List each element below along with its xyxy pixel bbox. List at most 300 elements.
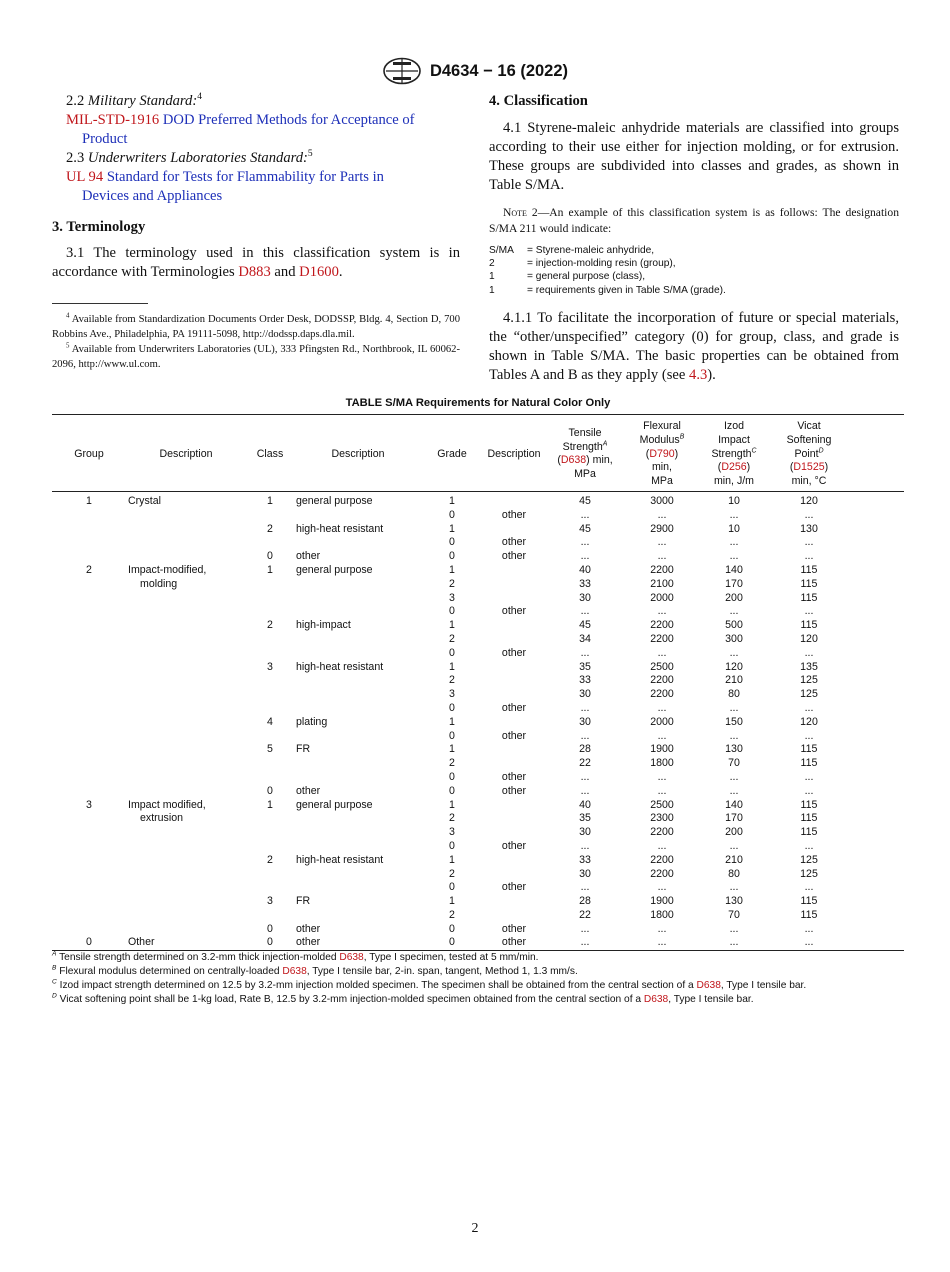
cell-class [246,881,294,895]
col-header-izod: Izod Impact Strength$^C$ (D256) min, J/m [711,420,757,488]
cell-flexural: ... [657,839,667,852]
cell-description-3 [482,812,546,826]
table-row [52,771,904,785]
cell-description-1 [126,909,246,923]
table-row [52,716,904,730]
cell-class [246,633,294,647]
cell-flexural: ... [657,881,667,894]
section-4-3-link[interactable]: 4.3 [689,366,708,383]
cell-spacer [850,757,904,771]
cell-tensile: 34 [579,632,591,645]
table-footnote-c: $^C$ Izod impact strength determined on 12.5 by 3.2-mm injection molded specimen. The specimen shall be obtained from the central section of a D638, Type I tensile bar. [52,978,807,991]
cell-description-2: general purpose [296,798,373,811]
d1600-link[interactable]: D1600 [299,264,339,280]
table-row [52,674,904,688]
cell-description-1 [126,840,246,854]
cell-izod: ... [729,936,739,949]
cell-description-1 [126,923,246,937]
table-row [52,564,904,578]
cell-description-2: other [296,922,321,935]
cell-izod: 10 [728,522,740,535]
cell-description-1: Impact-modified, [128,563,207,576]
cell-vicat: ... [804,922,814,935]
cell-spacer [850,647,904,661]
definition-item [489,284,899,297]
cell-description-3: other [501,922,527,935]
d256-header-link[interactable]: D256 [721,461,747,474]
cell-description-3: other [501,784,527,797]
section-4-heading: 4. Classification [489,93,588,109]
cell-grade: 2 [449,674,455,687]
cell-vicat: ... [804,729,814,742]
cell-description-2: FR [296,895,311,908]
cell-spacer [850,674,904,688]
cell-group: 3 [86,798,92,811]
definition-key: S/MA [489,245,514,256]
cell-vicat: ... [804,605,814,618]
cell-class: 0 [267,550,273,563]
cell-izod: 210 [725,674,743,687]
cell-description-2 [294,536,422,550]
cell-vicat: 115 [800,895,818,908]
cell-class [246,771,294,785]
cell-tensile: ... [580,729,590,742]
cell-class [246,688,294,702]
cell-tensile: ... [580,646,590,659]
cell-class: 1 [267,494,273,507]
cell-vicat: 115 [800,826,818,839]
cell-description-2: other [296,784,321,797]
cell-description-2: high-impact [296,619,351,632]
cell-description-1 [126,702,246,716]
cell-group: 2 [86,563,92,576]
cell-tensile: 40 [579,563,591,576]
ul-94-reference [52,168,460,206]
cell-flexural: 2000 [650,591,674,604]
cell-group [52,550,126,564]
cell-spacer [850,550,904,564]
cell-description-1 [126,771,246,785]
cell-description-3 [482,564,546,578]
col-header-description-1: Description [159,447,213,460]
cell-description-3 [482,491,546,508]
cell-description-1 [126,757,246,771]
cell-tensile: 33 [579,577,591,590]
cell-spacer [850,868,904,882]
cell-flexural: ... [657,729,667,742]
section-4-1-1-paragraph: 4.1.1 To facilitate the incorporation of future or special materials, the “other/unspecified” category (0) for group, class, and grade is shown in Table S/MA. The basic properties can be obtained from Tables A and B as they apply (see 4.3). [489,309,899,383]
cell-flexural: 2300 [650,812,674,825]
cell-grade: 0 [449,508,455,521]
cell-class: 2 [267,619,273,632]
cell-description-1 [126,619,246,633]
section-4-1-paragraph: 4.1 Styrene-maleic anhydride materials are classified into groups according to their use either for injection molding, or for extrusion. These groups are subdivided into classes and grades, as shown in Table S/MA. [489,120,899,193]
cell-description-1 [126,854,246,868]
page-header [0,57,950,85]
cell-izod: 150 [725,715,743,728]
cell-grade: 0 [449,936,455,949]
cell-description-2 [294,605,422,619]
cell-class [246,840,294,854]
cell-description-2 [294,881,422,895]
mil-std-1916-link[interactable]: MIL-STD-1916 [66,112,160,128]
cell-flexural: 3000 [650,494,674,507]
cell-grade: 3 [449,688,455,701]
cell-flexural: ... [657,784,667,797]
cell-izod: 130 [725,743,743,756]
cell-description-2 [294,909,422,923]
cell-tensile: 30 [579,867,591,880]
d638-footnote-a-link[interactable]: D638 [339,952,364,963]
cell-class [246,578,294,592]
note-2: Note 2—An example of this classification system is as follows: The designation S/MA 211 would indicate: [489,206,899,235]
cell-tensile: 30 [579,826,591,839]
cell-tensile: ... [580,784,590,797]
cell-description-3 [482,688,546,702]
cell-group [52,536,126,550]
cell-group [52,743,126,757]
cell-flexural: 2200 [650,619,674,632]
table-row [52,661,904,675]
col-header-tensile: Tensile Strength$^A$ (D638) min, MPa [557,426,613,481]
col-header-description-3: Description [487,447,541,460]
cell-spacer [850,840,904,854]
table-header-row [52,415,904,492]
table-row [52,909,904,923]
d638-footnote-d-link[interactable]: D638 [643,994,669,1005]
cell-izod: ... [729,881,739,894]
cell-grade: 2 [449,867,455,880]
cell-tensile: 22 [579,908,591,921]
cell-grade: 3 [449,826,455,839]
cell-description-2: plating [296,715,328,728]
footnote-5: $^5$ Available from Underwriters Laboratories (UL), 333 Pfingsten Rd., Northbrook, IL 60062-2096, http://www.ul.com. [52,342,460,370]
table-row [52,881,904,895]
document-designation: D4634 − 16 (2022) [429,61,569,80]
cell-flexural: 2200 [650,688,674,701]
definition-value: = Styrene-maleic anhydride, [527,245,655,256]
table-row [52,702,904,716]
cell-grade: 1 [449,895,455,908]
cell-izod: 140 [725,798,743,811]
cell-tensile: ... [580,550,590,563]
cell-group [52,633,126,647]
cell-description-2: other [296,550,321,563]
table-row [52,633,904,647]
cell-izod: 300 [725,632,743,645]
cell-group [52,619,126,633]
footnote-rule [52,303,148,304]
table-body [52,491,904,950]
cell-description-3: other [501,701,527,714]
cell-flexural: 2500 [650,660,674,673]
cell-grade: 1 [449,743,455,756]
cell-group [52,730,126,744]
cell-flexural: 1900 [650,743,674,756]
cell-spacer [850,895,904,909]
cell-vicat: 115 [800,563,818,576]
cell-izod: 200 [725,591,743,604]
cell-flexural: 2200 [650,867,674,880]
cell-vicat: 115 [800,743,818,756]
cell-description-3 [482,716,546,730]
cell-group [52,702,126,716]
cell-group [52,605,126,619]
cell-class: 5 [267,743,273,756]
cell-description-3: other [501,605,527,618]
cell-izod: 140 [725,563,743,576]
cell-tensile: 28 [579,743,591,756]
table-row [52,854,904,868]
cell-description-1 [126,826,246,840]
cell-description-2 [294,509,422,523]
cell-spacer [850,730,904,744]
table-row [52,523,904,537]
cell-spacer [850,936,904,950]
cell-grade: 0 [449,701,455,714]
cell-spacer [850,619,904,633]
definition-key: 2 [489,258,495,270]
cell-spacer [850,771,904,785]
cell-description-2 [294,868,422,882]
cell-vicat: ... [804,646,814,659]
cell-class: 3 [267,660,273,673]
cell-tensile: ... [580,770,590,783]
cell-description-1 [126,550,246,564]
cell-description-2: high-heat resistant [296,853,384,866]
table-caption: TABLE S/MA Requirements for Natural Color Only [345,397,611,409]
cell-group [52,771,126,785]
cell-class [246,592,294,606]
cell-izod: ... [729,550,739,563]
cell-flexural: 2100 [650,577,674,590]
cell-description-1: Crystal [128,494,161,507]
definition-value: = injection-molding resin (group), [527,258,676,270]
cell-class [246,605,294,619]
cell-description-1 [126,716,246,730]
cell-class: 2 [267,853,273,866]
cell-description-3 [482,619,546,633]
cell-grade: 0 [449,550,455,563]
cell-description-3 [482,799,546,813]
cell-tensile: 28 [579,895,591,908]
cell-description-3 [482,578,546,592]
cell-grade: 1 [449,522,455,535]
cell-tensile: 30 [579,688,591,701]
requirements-table [52,414,904,951]
d638-header-link[interactable]: D638 [560,454,587,467]
definition-value: = general purpose (class), [527,271,646,283]
cell-vicat: ... [804,936,814,949]
d790-header-link[interactable]: D790 [649,447,675,460]
cell-flexural: ... [657,536,667,549]
cell-izod: 80 [728,688,740,701]
cell-description-2: general purpose [296,494,373,507]
cell-spacer [850,688,904,702]
cell-group [52,578,126,592]
cell-description-2 [294,674,422,688]
cell-spacer [850,702,904,716]
cell-description-3: other [501,729,527,742]
cell-group [52,661,126,675]
cell-description-3: other [501,936,527,949]
cell-description-1 [126,633,246,647]
cell-description-3 [482,868,546,882]
cell-grade: 1 [449,494,455,507]
cell-vicat: 115 [800,619,818,632]
cell-grade: 1 [449,853,455,866]
cell-description-3: other [501,536,527,549]
cell-vicat: 135 [800,660,818,673]
cell-flexural: 2900 [650,522,674,535]
cell-tensile: ... [580,839,590,852]
cell-vicat: ... [804,881,814,894]
table-row [52,550,904,564]
cell-flexural: 2200 [650,563,674,576]
ul-94-title-link-2[interactable]: Devices and Appliances [82,188,223,204]
cell-description-1 [126,674,246,688]
cell-izod: 210 [725,853,743,866]
cell-description-2 [294,771,422,785]
d1525-header-link[interactable]: D1525 [793,461,825,474]
cell-grade: 1 [449,798,455,811]
cell-grade: 2 [449,757,455,770]
cell-izod: 120 [725,660,743,673]
d883-link[interactable]: D883 [238,264,271,280]
cell-tensile: 33 [579,674,591,687]
d638-footnote-b-link[interactable]: D638 [282,966,307,977]
cell-vicat: ... [804,550,814,563]
section-3-heading: 3. Terminology [52,219,146,235]
cell-description-1 [126,647,246,661]
cell-group [52,688,126,702]
cell-group [52,757,126,771]
cell-grade: 0 [449,646,455,659]
cell-description-1: Impact modified, [128,798,206,811]
table-row [52,868,904,882]
cell-description-1 [126,592,246,606]
cell-izod: 70 [728,757,740,770]
cell-spacer [850,909,904,923]
cell-group [52,716,126,730]
cell-vicat: ... [804,770,814,783]
section-3-1-paragraph: 3.1 The terminology used in this classification system is in accordance with Terminologies D883 and D1600. [52,245,460,280]
cell-description-2: FR [296,743,311,756]
cell-grade: 1 [449,563,455,576]
cell-spacer [850,799,904,813]
cell-class: 0 [267,936,273,949]
table-row [52,785,904,799]
cell-spacer [850,605,904,619]
cell-description-2 [294,578,422,592]
cell-spacer [850,592,904,606]
cell-izod: ... [729,536,739,549]
cell-tensile: 33 [579,853,591,866]
cell-tensile: ... [580,922,590,935]
cell-spacer [850,523,904,537]
cell-description-2 [294,647,422,661]
ul-94-title-link[interactable]: Standard for Tests for Flammability for Parts in [106,169,384,185]
d638-footnote-c-link[interactable]: D638 [696,980,721,991]
cell-group [52,840,126,854]
cell-group [52,881,126,895]
cell-tensile: 35 [579,812,591,825]
astm-logo-icon [382,57,422,85]
cell-izod: 170 [725,812,743,825]
cell-class [246,509,294,523]
table-row [52,730,904,744]
definition-item [489,257,899,270]
mil-std-title-link-2[interactable]: Product [82,131,128,147]
cell-spacer [850,633,904,647]
cell-description-3 [482,743,546,757]
cell-class [246,826,294,840]
left-column [52,92,460,372]
cell-group [52,523,126,537]
section-2-2-heading: 2.2 Military Standard:$^4$ [66,92,202,109]
cell-description-1 [126,785,246,799]
cell-izod: 80 [728,867,740,880]
mil-std-title-link[interactable]: DOD Preferred Methods for Acceptance of [162,112,415,128]
cell-flexural: ... [657,770,667,783]
cell-grade: 1 [449,715,455,728]
cell-grade: 2 [449,812,455,825]
cell-spacer [850,564,904,578]
cell-grade: 0 [449,839,455,852]
ul-94-link[interactable]: UL 94 [66,169,104,185]
cell-description-2: general purpose [296,563,373,576]
cell-tensile: 45 [579,494,591,507]
cell-grade: 0 [449,729,455,742]
col-header-flexural: Flexural Modulus$^B$ (D790) min, MPa [639,420,685,488]
cell-izod: 70 [728,908,740,921]
cell-description-2: high-heat resistant [296,660,384,673]
cell-grade: 1 [449,660,455,673]
cell-class: 0 [267,784,273,797]
definition-item [489,244,899,257]
cell-grade: 0 [449,881,455,894]
cell-description-1 [126,868,246,882]
cell-description-1 [126,730,246,744]
footnote-4: $^4$ Available from Standardization Documents Order Desk, DODSSP, Bldg. 4, Section D, 700 Robbins Ave., Philadelphia, PA 19111-5098, http://dodssp.daps.dla.mil. [52,312,460,340]
right-column [489,92,899,385]
cell-description-3: other [501,839,527,852]
cell-vicat: 120 [800,632,818,645]
cell-tensile: ... [580,508,590,521]
table-row [52,936,904,950]
cell-flexural: 2500 [650,798,674,811]
cell-tensile: ... [580,881,590,894]
cell-description-1 [126,895,246,909]
cell-spacer [850,923,904,937]
cell-flexural: 1900 [650,895,674,908]
cell-description-3 [482,854,546,868]
col-header-description-2: Description [331,447,385,460]
table-row [52,619,904,633]
cell-grade: 2 [449,908,455,921]
cell-grade: 0 [449,605,455,618]
table-row [52,895,904,909]
cell-flexural: ... [657,936,667,949]
col-header-class: Class [256,447,284,460]
cell-flexural: 2200 [650,674,674,687]
col-header-group: Group [74,447,104,460]
cell-description-2 [294,702,422,716]
cell-group [52,785,126,799]
cell-vicat: 115 [800,757,818,770]
cell-izod: 200 [725,826,743,839]
cell-spacer [850,578,904,592]
